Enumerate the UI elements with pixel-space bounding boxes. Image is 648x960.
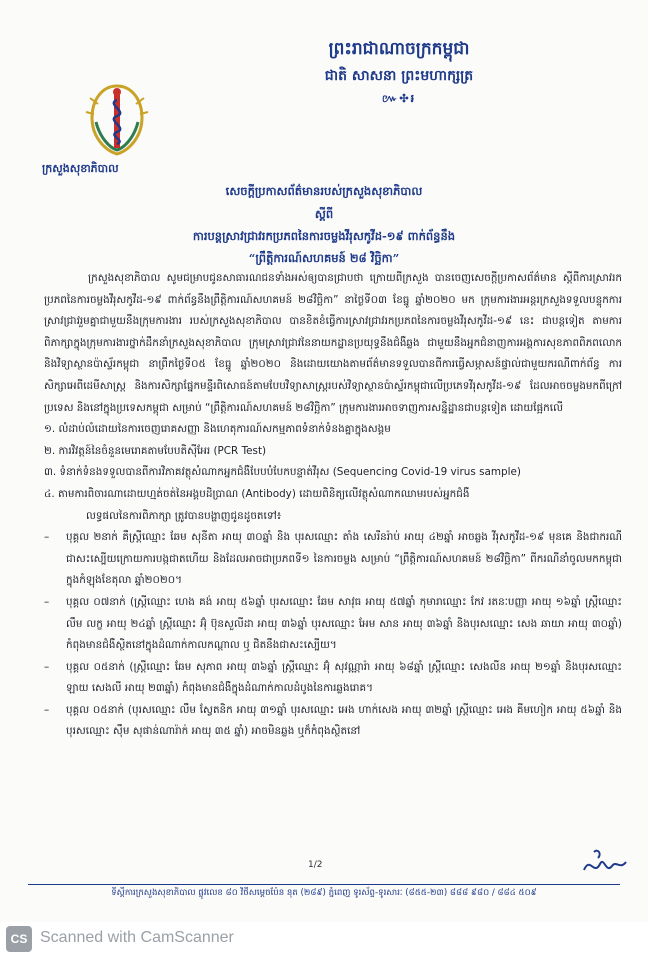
intro-paragraph: ក្រសួងសុខាភិបាល សូមជម្រាបជូនសាធារណជនទាំងអស់ឲ្យបានជ្រាបថា ក្រោយពីក្រសួង បានចេញសេចក្តីប្រកាសព័ត៌មាន ស្តីពីការស្រាវរកប្រភពនៃការចម្លងវីរុសកូវីដ-១៩ ពាក់ព័ន្ធនឹងព្រឹត្តិការណ៍សហគមន៍ ២៨វិច្ឆិកា” នាថ្ងៃទី០៣ ខែធ្នូ ឆ្នាំ២០២០ មក ក្រុមការងារអន្តរក្រសួងទទួលបន្ទុកការស្រាវជ្រាវរួមគ្នាជាមួយនឹងក្រុមការងារ របស់ក្រសួងសុខាភិបាល បានខិតខំធ្វើការស្រាវជ្រាវរកប្រភពនៃការចម្លងវីរុសកូវីដ-១៩ នេះ ជាបន្តទៀត តាមការពិភាក្សាក្នុងក្រុមការងារថ្នាក់ដឹកនាំក្រសួងសុខាភិបាល ក្រុមស្រាវជ្រាវនៃនាយកដ្ឋានប្រយុទ្ធនឹងជំងឺឆ្លង ជាមួយនឹងអ្នកជំនាញការអង្គការសុខភាពពិភពលោក និងវិទ្យាស្ថានប៉ាស្ទ័រកម្ពុជា នាព្រឹកថ្ងៃទី០៥ ខែធ្នូ ឆ្នាំ២០២០ និងដោយយោងតាមព័ត៌មានទទួលបានពីការធ្វើសម្ភាសន៍ផ្ទាល់ជាមួយករណីពាក់ព័ន្ធ ការសិក្សាអេពីដេមីសាស្ត្រ និងការសិក្សាផ្នែកមន្ទីរពិសោធន៍តាមបែបវិទ្យាសាស្ត្ររបស់វិទ្យាស្ថានប៉ាស្ទ័រកម្ពុជាលើប្រភេទវីរុសកូវីដ-១៩ ដែលអាចចម្លងមកពីក្រៅប្រទេស និងនៅក្នុងប្រទេសកម្ពុជា សម្រាប់ “ព្រឹត្តិការណ៍សហគមន៍ ២៨វិច្ឆិកា” ក្រុមការងារអាចទាញការសន្និដ្ឋានជាបន្តទៀត ដោយផ្អែកលើ <box>44 272 622 414</box>
result-item-4 <box>44 700 622 743</box>
result-text: បុគ្គល ០៧នាក់ (ស្ត្រីឈ្មោះ ហេង គង់ អាយុ ៥៦ឆ្នាំ បុរសឈ្មោះ ឆែម សាវុធ អាយុ ៥៧ឆ្នាំ កុមារាឈ្មោះ កែវ រតនៈបញ្ញា អាយុ ១៦ឆ្នាំ ស្ត្រីឈ្មោះ លឹម លក្ខ អាយុ ២៤ឆ្នាំ ស្ត្រីឈ្មោះ អ៊ុំ ប៊ុនសួលីដា អាយុ ៣៦ឆ្នាំ បុរសឈ្មោះ អែម សាន អាយុ ៣៦ឆ្នាំ និងបុរសឈ្មោះ សេង ឆាយា អាយុ ៣០ឆ្នាំ) កំពុងមានជំងឺស្ថិតនៅក្នុងដំណាក់កាលកណ្តាល ឬ ជិតនឹងជាសះស្បើយ។ <box>66 595 622 652</box>
dash-icon: – <box>44 703 50 716</box>
result-text: បុគ្គល ២នាក់ គឺស្ត្រីឈ្មោះ ឆែម សុនីតា អាយុ ៣០ឆ្នាំ និង បុរសឈ្មោះ តាំង សេរីនរ៉ាប់ អាយុ ៤២ឆ្នាំ អាចឆ្លង វីរុសកូវីដ-១៩ មុនគេ និងជាករណីជាសះស្បើយក្រោយការបង្កជាតហើយ និងដែលអាចជាប្រភពទី១ នៃការចម្លង សម្រាប់ “ព្រឹត្តិការណ៍សហគមន៍ ២៨វិច្ឆិកា” ពីករណីនាំចូលមកកម្ពុជាក្នុងកំឡុងខែតុលា ឆ្នាំ២០២០។ <box>66 531 622 587</box>
camscanner-logo-icon: CS <box>6 926 32 952</box>
footer-divider <box>28 884 620 885</box>
result-item-3 <box>44 657 622 700</box>
title-event: “ព្រឹត្តិការណ៍សហគមន៍ ២៨ វិច្ឆិកា” <box>248 251 400 265</box>
document-body <box>44 268 622 743</box>
results-heading: លទ្ធផលនៃការពិភាក្សា ត្រូវបានបង្ហាញជូនដូចតទៅ៖ <box>86 509 282 522</box>
page-number: 1/2 <box>308 860 323 870</box>
result-item-1 <box>44 527 622 592</box>
camscanner-label: Scanned with CamScanner <box>40 929 234 946</box>
result-text: បុគ្គល ០៥នាក់ (បុរសឈ្មោះ លឹម ស្វែតនិក អាយុ ៣១ឆ្នាំ បុរសឈ្មោះ អេង ហាក់សេង អាយុ ៣២ឆ្នាំ ស្ត្រីឈ្មោះ អេង គីមហៀក អាយុ ៥៦ឆ្នាំ និងបុរសឈ្មោះ ស៊ឹម សុផាន់ណារ៉ាក់ អាយុ ៣៥ ឆ្នាំ) អាចមិនឆ្លង ឬក៏កំពុងស្ថិតនៅ <box>66 703 622 738</box>
ministry-address-footer: ទីស្តីការក្រសួងសុខាភិបាល ផ្លូវលេខ ៨០ វិថីសម្តេចប៉ែន នុត (២៨៩) ភ្នំពេញ ទូរស័ព្ទ-ទូរសារៈ (៨៥៥-២៣) ៨៨៨ ៩៨០ / ៨៨៤ ៥០៩ <box>111 888 537 898</box>
national-motto: ជាតិ សាសនា ព្រះមហាក្សត្រ <box>324 68 474 84</box>
dash-icon: – <box>44 595 50 608</box>
announcement-title: សេចក្តីប្រកាសព័ត៌មានរបស់ក្រសួងសុខាភិបាល <box>225 184 423 198</box>
ministry-name: ក្រសួងសុខាភិបាល <box>42 162 119 175</box>
result-item-2 <box>44 592 622 657</box>
title-subject: ការបន្តស្រាវជ្រាវរកប្រភពនៃការចម្លងវីរុសកូវីដ-១៩ ពាក់ព័ន្ធនឹង <box>192 229 456 243</box>
signature-icon <box>580 846 630 880</box>
heading-ornament: ៚✣៛ <box>381 92 417 105</box>
result-text: បុគ្គល ០៥នាក់ (ស្ត្រីឈ្មោះ ឆែម សុភាព អាយុ ៣៦ឆ្នាំ ស្ត្រីឈ្មោះ អ៊ុំ សុវណ្ណារ៉ា អាយុ ៦៨ឆ្នាំ ស្ត្រីឈ្មោះ សេងលីន អាយុ ២១ឆ្នាំ និងបុរសឈ្មោះ ឡាយ សេងលី អាយុ ២៣ឆ្នាំ) កំពុងមានជំងឺក្នុងដំណាក់កាលដំបូងនៃការឆ្លងរោគ។ <box>66 660 622 695</box>
basis-item-2: ២. ការវិវត្តន៍នៃចំនួនមេរោគតាមបែបតិស៊ីអែរ (PCR Test) <box>44 444 267 457</box>
dash-icon: – <box>44 660 50 673</box>
ministry-logo-icon <box>82 78 152 160</box>
basis-item-1: ១. លំដាប់លំដោយនៃការចេញរោគសញ្ញា និងហេតុការណ៍សកម្មភាពទំនាក់ទំនងគ្នាក្នុងសង្គម <box>44 423 391 436</box>
basis-item-3: ៣. ទំនាក់ទំនងទទួលបានពីការវិភាគវត្ថុសំណាកអ្នកជំងឺបែបបំបែកបន្ទាត់វីរុស (Sequencing Covid-19 virus sample) <box>44 466 521 479</box>
kingdom-heading: ព្រះរាជាណាចក្រកម្ពុជា <box>328 39 470 59</box>
title-regarding: ស្តីពី <box>314 207 334 221</box>
basis-item-4: ៤. តាមការពិចារណាដោយហ្មត់ចត់នៃអង្គបដិប្រាណ (Antibody) ដោយពិនិត្យលើវត្ថុសំណាកឈាមរបស់អ្នកជំងឺ <box>44 487 470 500</box>
dash-icon: – <box>44 531 50 544</box>
